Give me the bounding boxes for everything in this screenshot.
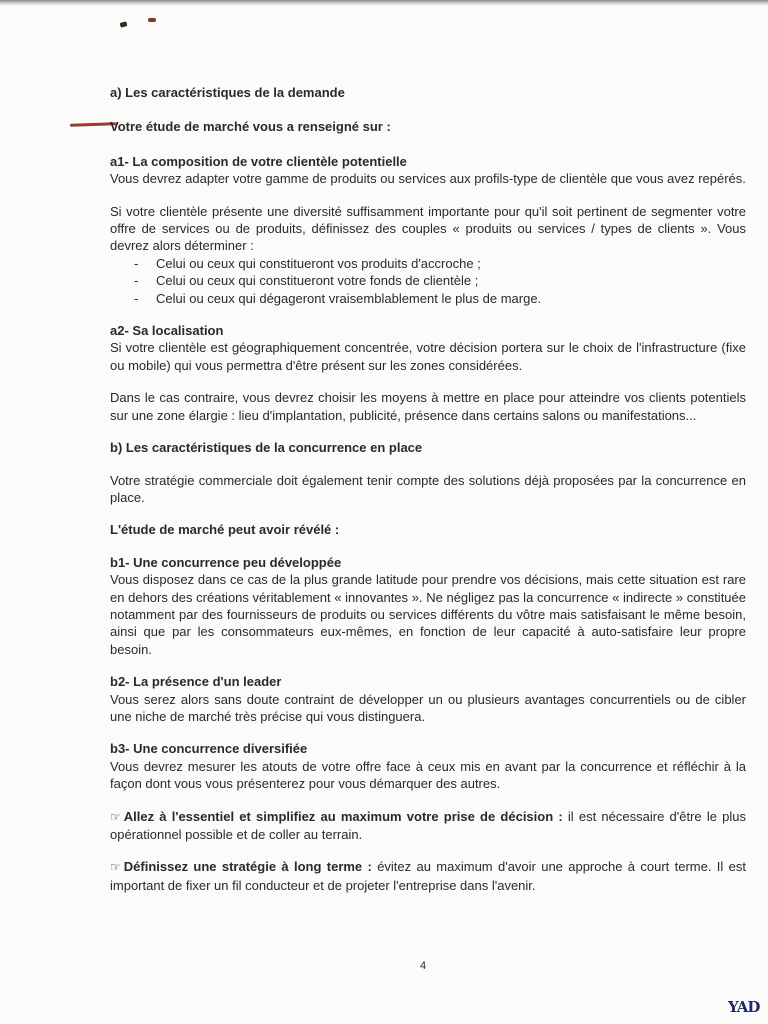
pointing-hand-icon: ☞ xyxy=(110,860,121,875)
tip-bold: Définissez une stratégie à long terme : xyxy=(123,859,372,875)
section-b-title: b) Les caractéristiques de la concurrence en place xyxy=(110,440,423,456)
paragraph: Si votre clientèle présente une diversité suffisamment importante pour qu'il soit pertinent de segmenter votre offre de services ou de produits, définissez des couples « produits ou services / types de clients ». Vous devrez alors déterminer : xyxy=(110,203,746,254)
paragraph: Vous devrez mesurer les atouts de votre offre face à ceux mis en avant par la concurrence et réfléchir à la façon dont vous vous présenterez pour vous démarquer des autres. xyxy=(110,758,746,792)
page-number: 4 xyxy=(420,960,427,972)
ink-mark xyxy=(148,18,156,22)
subsection-b3-title: b3- Une concurrence diversifiée xyxy=(110,741,308,757)
paragraph: Dans le cas contraire, vous devrez choisir les moyens à mettre en place pour atteindre vos clients potentiels sur une zone élargie : lieu d'implantation, publicité, présence dans certains salons ou manifestations... xyxy=(110,390,746,423)
subsection-a2-title: a2- Sa localisation xyxy=(110,323,224,339)
section-a-intro: Votre étude de marché vous a renseigné sur : xyxy=(110,119,391,135)
document-body xyxy=(110,84,746,894)
subsection-a1-title: a1- La composition de votre clientèle potentielle xyxy=(110,153,407,169)
tip-paragraph xyxy=(110,858,746,894)
tip-text: évitez au maximum d'avoir une approche à court terme. Il est important de fixer un fil conducteur et de projeter l'entreprise dans l'avenir. xyxy=(110,859,746,893)
paragraph: Votre stratégie commerciale doit également tenir compte des solutions déjà proposées par la concurrence en place. xyxy=(110,472,746,505)
paragraph: Vous devrez adapter votre gamme de produits ou services aux profils-type de clientèle que vous avez repérés. xyxy=(110,171,746,187)
list-item: - Celui ou ceux qui constitueront vos produits d'accroche ; xyxy=(134,255,746,272)
section-a-title: a) Les caractéristiques de la demande xyxy=(110,85,345,100)
paragraph: Si votre clientèle est géographiquement concentrée, votre décision portera sur le choix de l'infrastructure (fixe ou mobile) qui vous permettra d'être présent sur les zones considérées. xyxy=(110,340,746,373)
paragraph: Vous serez alors sans doute contraint de développer un ou plusieurs avantages concurrentiels ou de cibler une niche de marché très précise qui vous distinguera. xyxy=(110,691,746,724)
tip-paragraph xyxy=(110,808,746,844)
section-b-intro: L'étude de marché peut avoir révélé : xyxy=(110,522,340,538)
list-item: - Celui ou ceux qui constitueront votre fonds de clientèle ; xyxy=(134,272,746,289)
dash-list xyxy=(110,255,746,307)
tip-bold: Allez à l'essentiel et simplifiez au maximum votre prise de décision : xyxy=(123,808,563,824)
tip-text: il est nécessaire d'être le plus opérationnel possible et de coller au terrain. xyxy=(110,808,746,842)
handwritten-signature: YAD xyxy=(728,998,760,1016)
pointing-hand-icon: ☞ xyxy=(110,809,121,824)
paragraph: Vous disposez dans ce cas de la plus grande latitude pour prendre vos décisions, mais cette situation est rare en dehors des créations véritablement « innovantes ». Ne négligez pas la concurrence « indirecte » constituée notamment par des fournisseurs de produits ou services différents du vôtre mais satisfaisant le même besoin, ainsi que par les consommateurs eux-mêmes, en fonction de leur capacité à auto-satisfaire leur propre besoin. xyxy=(110,572,746,657)
subsection-b1-title: b1- Une concurrence peu développée xyxy=(110,554,342,570)
subsection-b2-title: b2- La présence d'un leader xyxy=(110,674,282,690)
ink-mark xyxy=(119,21,127,28)
list-item: - Celui ou ceux qui dégageront vraisemblablement le plus de marge. xyxy=(134,290,746,307)
page-top-edge xyxy=(0,0,768,6)
